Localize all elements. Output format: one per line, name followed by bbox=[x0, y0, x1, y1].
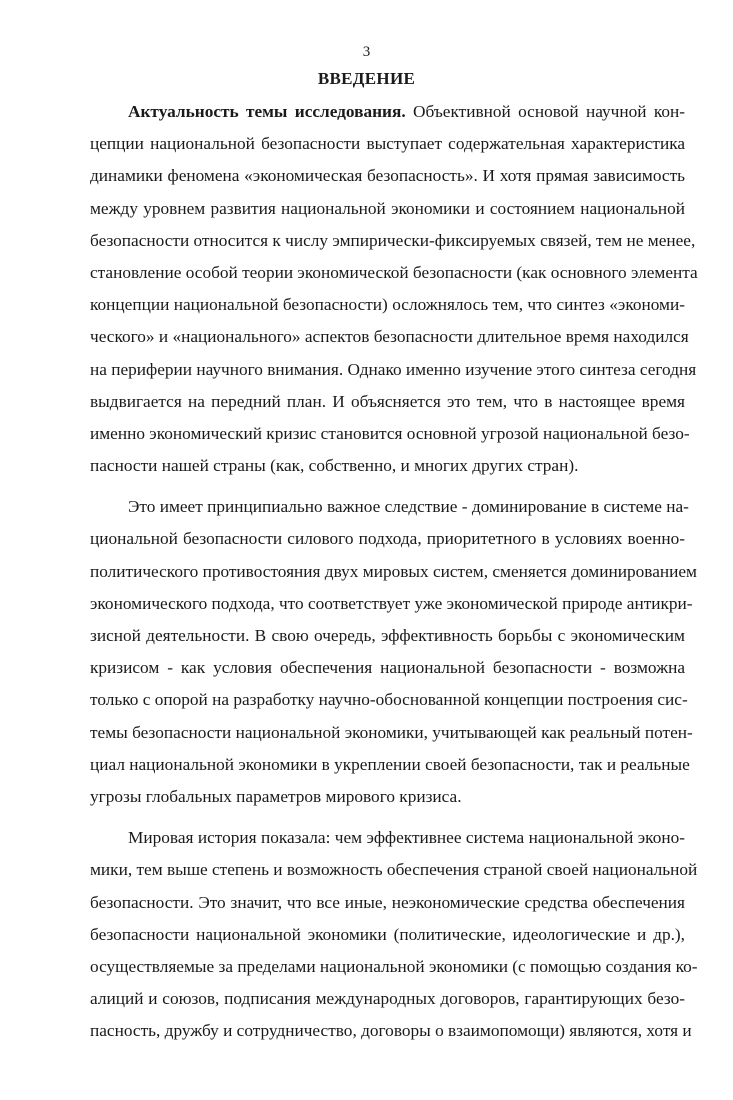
text-line: политического противостояния двух мировых систем, сменяется доминированием bbox=[90, 561, 697, 581]
text-line: концепции национальной безопасности) осложнялось тем, что синтез «экономи- bbox=[90, 295, 685, 315]
section-lead: Актуальность темы исследования. bbox=[128, 102, 406, 121]
text-line: Мировая история показала: чем эффективнее система национальной эконо- bbox=[128, 828, 685, 848]
text-line: осуществляемые за пределами национальной экономики (с помощью создания ко- bbox=[90, 956, 698, 976]
text-line: экономического подхода, что соответствует уже экономической природе антикри- bbox=[90, 593, 693, 613]
paragraph-relevance bbox=[90, 96, 698, 482]
text-line: безопасности относится к числу эмпирически-фиксируемых связей, тем не менее, bbox=[90, 230, 696, 250]
text-line: ческого» и «национального» аспектов безопасности длительное время находился bbox=[90, 327, 689, 347]
paragraph-consequence bbox=[90, 491, 697, 813]
text-line: алиций и союзов, подписания международных договоров, гарантирующих безо- bbox=[90, 989, 685, 1009]
text-line: пасность, дружбу и сотрудничество, договоры о взаимопомощи) являются, хотя и bbox=[90, 1021, 692, 1041]
text-line: угрозы глобальных параметров мирового кризиса. bbox=[90, 786, 462, 806]
text-line: становление особой теории экономической безопасности (как основного элемента bbox=[90, 262, 698, 282]
text-line: циональной безопасности силового подхода, приоритетного в условиях военно- bbox=[90, 529, 685, 549]
text-line: именно экономический кризис становится основной угрозой национальной безо- bbox=[90, 423, 690, 443]
page-number: 3 bbox=[362, 44, 371, 60]
text-line: Актуальность темы исследования. Объективной основой научной кон- bbox=[128, 102, 685, 121]
text-line: зисной деятельности. В свою очередь, эффективность борьбы с экономическим bbox=[90, 626, 685, 645]
text-line: безопасности. Это значит, что все иные, неэкономические средства обеспечения bbox=[90, 892, 685, 912]
text-line: динамики феномена «экономическая безопасность». И хотя прямая зависимость bbox=[90, 166, 685, 186]
text-line: цепции национальной безопасности выступает содержательная характеристика bbox=[90, 134, 685, 154]
page-title: ВВЕДЕНИЕ bbox=[317, 69, 416, 88]
text-line: кризисом - как условия обеспечения национальной безопасности - возможна bbox=[90, 658, 685, 678]
text-line: циал национальной экономики в укреплении своей безопасности, так и реальные bbox=[90, 754, 690, 774]
text-line: мики, тем выше степень и возможность обеспечения страной своей национальной bbox=[90, 860, 698, 880]
text-line: темы безопасности национальной экономики, учитывающей как реальный потен- bbox=[90, 722, 693, 742]
text-line: на периферии научного внимания. Однако именно изучение этого синтеза сегодня bbox=[90, 359, 697, 379]
body-text bbox=[90, 96, 698, 1047]
text-line: безопасности национальной экономики (политические, идеологические и др.), bbox=[90, 924, 685, 944]
text-line: только с опорой на разработку научно-обоснованной концепции построения сис- bbox=[90, 690, 688, 710]
text-line: Это имеет принципиально важное следствие - доминирование в системе на- bbox=[128, 497, 689, 517]
text-line: пасности нашей страны (как, собственно, и многих других стран). bbox=[90, 456, 579, 476]
text-line: между уровнем развития национальной экономики и состоянием национальной bbox=[90, 198, 685, 218]
text-line: выдвигается на передний план. И объясняется это тем, что в настоящее время bbox=[90, 391, 685, 411]
paragraph-world-history bbox=[90, 822, 698, 1047]
